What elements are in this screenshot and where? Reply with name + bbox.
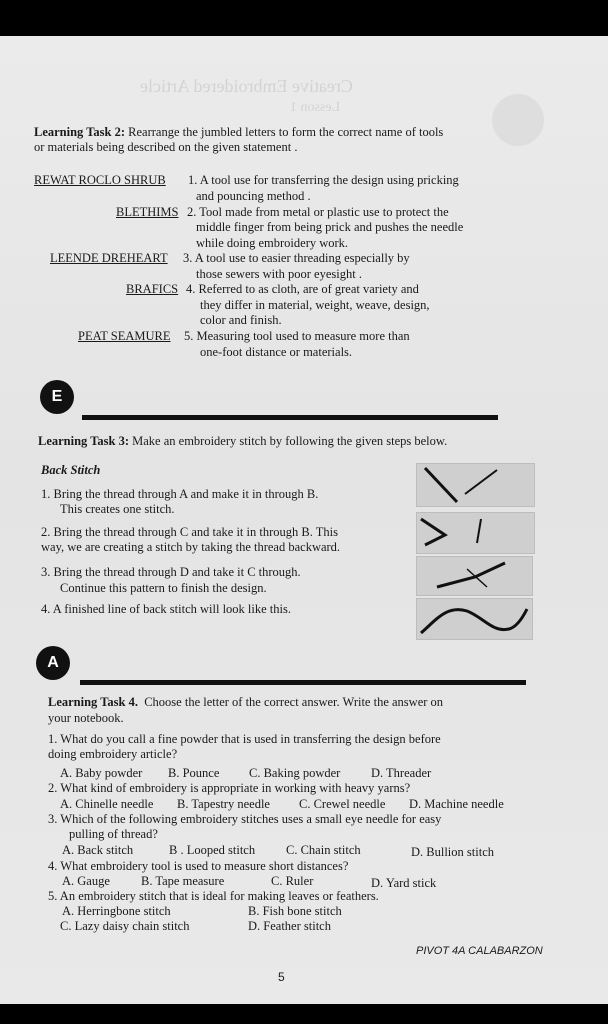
q3-choice-a: A. Back stitch	[62, 843, 134, 857]
q4-choice-a: A. Gauge	[62, 874, 110, 888]
stitch-step-2-drawing	[417, 513, 534, 553]
task2-instruction-line1: Rearrange the jumbled letters to form the correct name of tools	[128, 125, 444, 139]
task3-step-2-line2: way, we are creating a stitch by taking the thread backward.	[41, 540, 341, 554]
q5-choice-c: C. Lazy daisy chain stitch	[60, 919, 190, 933]
task4-heading: Learning Task 4.	[48, 695, 138, 709]
task2-jumbled-word-4: BRAFICS	[126, 282, 179, 296]
q2-choice-b: B. Tapestry needle	[177, 797, 270, 811]
task2-item-4-line1: 4. Referred to as cloth, are of great variety and	[186, 282, 419, 296]
task3-instruction-text: Make an embroidery stitch by following the given steps below.	[132, 434, 448, 448]
back-stitch-step-3-image	[416, 556, 533, 596]
task3-heading: Learning Task 3:	[38, 434, 130, 448]
section-e-badge: E	[40, 380, 74, 414]
q4-choice-c: C. Ruler	[271, 874, 314, 888]
task4-instruction	[48, 695, 443, 710]
back-stitch-step-2-image	[416, 512, 535, 554]
section-a-rule	[80, 680, 526, 685]
task3-subtitle: Back Stitch	[41, 463, 101, 477]
task3-step-3-line1: 3. Bring the thread through D and take it C through.	[41, 565, 301, 579]
task3-step-3-line2: Continue this pattern to finish the design.	[60, 581, 267, 595]
q5-choice-a: A. Herringbone stitch	[62, 904, 171, 918]
task2-item-5-line2: one-foot distance or materials.	[200, 345, 353, 359]
task3-instruction	[38, 434, 447, 449]
q2-choice-c: C. Crewel needle	[299, 797, 386, 811]
task2-jumbled-word-3: LEENDE DREHEART	[50, 251, 168, 265]
back-stitch-step-1-image	[416, 463, 535, 507]
page-number: 5	[278, 970, 285, 984]
q2-choice-d: D. Machine needle	[409, 797, 504, 811]
q5-choice-d: D. Feather stitch	[248, 919, 331, 933]
task4-question-2-line1: 2. What kind of embroidery is appropriate in working with heavy yarns?	[48, 781, 411, 795]
q4-choice-d: D. Yard stick	[371, 876, 437, 890]
task3-step-1-line2: This creates one stitch.	[60, 502, 175, 516]
footer-brand: PIVOT 4A CALABARZON	[416, 945, 543, 957]
task2-item-4-line2: they differ in material, weight, weave, design,	[200, 298, 430, 312]
bleed-through-lesson: Lesson 1	[290, 100, 341, 115]
task2-item-1-line1: 1. A tool use for transferring the design using pricking	[188, 173, 459, 187]
task2-instruction-line2: or materials being described on the given statement .	[34, 140, 298, 154]
q3-choice-c: C. Chain stitch	[286, 843, 361, 857]
task4-question-1-line1: 1. What do you call a fine powder that is used in transferring the design before	[48, 732, 441, 746]
stitch-finished-drawing	[417, 599, 532, 639]
back-stitch-finished-image	[416, 598, 533, 640]
stitch-step-3-drawing	[417, 557, 532, 595]
task3-step-2-line1: 2. Bring the thread through C and take it in through B. This	[41, 525, 338, 539]
task2-jumbled-word-2: BLETHIMS	[116, 205, 179, 219]
q4-choice-b: B. Tape measure	[141, 874, 225, 888]
bleed-through-title: Creative Embroidered Article	[140, 76, 353, 96]
task4-question-1-line2: doing embroidery article?	[48, 747, 178, 761]
q1-choice-d: D. Threader	[371, 766, 432, 780]
q3-choice-d: D. Bullion stitch	[411, 845, 494, 859]
q3-choice-b: B . Looped stitch	[169, 843, 256, 857]
task3-step-1-line1: 1. Bring the thread through A and make it in through B.	[41, 487, 319, 501]
task2-jumbled-word-5: PEAT SEAMURE	[78, 329, 171, 343]
task4-question-3-line2: pulling of thread?	[69, 827, 158, 841]
task4-question-5-line1: 5. An embroidery stitch that is ideal for making leaves or feathers.	[48, 889, 379, 903]
task2-instruction	[34, 125, 443, 140]
section-e-rule	[82, 415, 498, 420]
q1-choice-c: C. Baking powder	[249, 766, 341, 780]
task2-item-5-line1: 5. Measuring tool used to measure more than	[184, 329, 410, 343]
task2-item-1-line2: and pouncing method .	[196, 189, 311, 203]
q2-choice-a: A. Chinelle needle	[60, 797, 154, 811]
task2-item-2-line3: while doing embroidery work.	[196, 236, 349, 250]
task2-item-3-line1: 3. A tool use to easier threading especially by	[183, 251, 410, 265]
task4-instruction-line2: your notebook.	[48, 711, 124, 725]
task2-item-2-line2: middle finger from being prick and pushes the needle	[196, 220, 464, 234]
task4-instruction-line1: Choose the letter of the correct answer. Write the answer on	[144, 695, 444, 709]
task2-item-4-line3: color and finish.	[200, 313, 282, 327]
q1-choice-b: B. Pounce	[168, 766, 220, 780]
task2-heading: Learning Task 2:	[34, 125, 126, 139]
task2-item-2-line1: 2. Tool made from metal or plastic use to protect the	[187, 205, 449, 219]
q5-choice-b: B. Fish bone stitch	[248, 904, 342, 918]
bleed-through-circle	[492, 94, 544, 146]
section-a-badge: A	[36, 646, 70, 680]
stitch-step-1-drawing	[417, 464, 534, 506]
task4-question-4-line1: 4. What embroidery tool is used to measure short distances?	[48, 859, 349, 873]
task3-step-4-line1: 4. A finished line of back stitch will look like this.	[41, 602, 291, 616]
document-page	[0, 36, 608, 1004]
task4-question-3-line1: 3. Which of the following embroidery stitches uses a small eye needle for easy	[48, 812, 442, 826]
task2-jumbled-word-1: REWAT ROCLO SHRUB	[34, 173, 166, 187]
q1-choice-a: A. Baby powder	[60, 766, 143, 780]
task2-item-3-line2: those sewers with poor eyesight .	[196, 267, 362, 281]
